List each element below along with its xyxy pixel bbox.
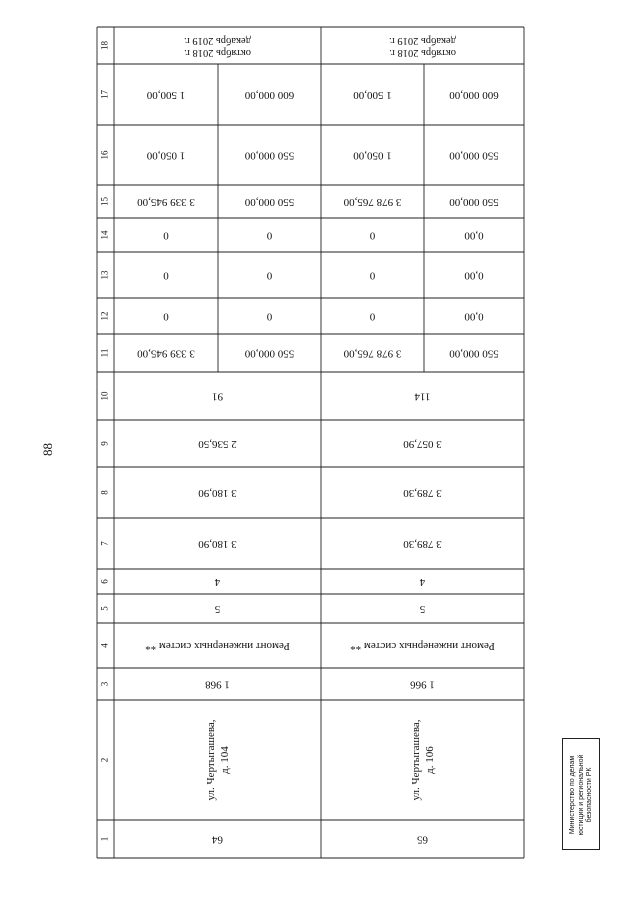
col-number-6: 6 <box>99 579 110 584</box>
col-number-15: 15 <box>99 197 110 206</box>
ministry-stamp <box>562 738 600 850</box>
table-cells <box>100 35 499 845</box>
row2-floors: 5 <box>419 602 426 615</box>
row2-area-living: 3 057,90 <box>403 437 442 450</box>
col-number-14: 14 <box>99 230 110 240</box>
row1-col17-total: 1 500,00 <box>146 88 186 101</box>
row2-address-street: ул. Чертыгашева, <box>410 719 423 801</box>
col-number-16: 16 <box>99 150 110 160</box>
col-number-12: 12 <box>99 311 110 321</box>
row2-col15-cap: 550 000,00 <box>449 195 499 208</box>
col-number-13: 13 <box>99 270 110 280</box>
row1-num: 64 <box>212 833 223 846</box>
row2-area-total-2: 3 789,30 <box>403 486 442 499</box>
row1-area-total: 3 180,90 <box>198 537 237 550</box>
row2-col13-cap: 0,00 <box>464 269 484 282</box>
col-number-10: 10 <box>99 391 110 401</box>
row1-col16-total: 1 050,00 <box>146 149 186 162</box>
row2-col16-cap: 550 000,00 <box>449 149 499 162</box>
row1-col15-cap: 550 000,00 <box>244 195 295 208</box>
row1-col17-cap: 600 000,00 <box>244 88 295 101</box>
row1-area-total-2: 3 180,90 <box>198 486 237 499</box>
row1-residents: 91 <box>212 390 223 403</box>
row1-col13-total: 0 <box>163 269 169 282</box>
row2-col15-total: 3 978 765,00 <box>343 195 402 208</box>
row1-col12-total: 0 <box>163 310 169 323</box>
row2-col11-total: 3 978 765,00 <box>343 347 402 360</box>
row2-col17-cap: 600 000,00 <box>449 88 499 101</box>
row2-end-date: декабрь 2019 г. <box>389 35 456 47</box>
row1-start-date: октябрь 2018 г. <box>184 47 251 59</box>
col-number-11: 11 <box>99 348 110 358</box>
row1-end-date: декабрь 2019 г. <box>184 35 251 47</box>
row2-work-type: Ремонт инженерных систем ** <box>350 639 495 652</box>
row2-col17-total: 1 500,00 <box>353 88 392 101</box>
col-number-18: 18 <box>99 41 110 50</box>
row1-col14-total: 0 <box>163 229 169 242</box>
row1-col13-cap: 0 <box>266 269 273 282</box>
col-number-5: 5 <box>99 606 110 611</box>
row1-col11-total: 3 339 945,00 <box>137 347 195 360</box>
row1-floors: 5 <box>214 602 221 615</box>
row1-work-type: Ремонт инженерных систем ** <box>145 639 290 652</box>
row2-start-date: октябрь 2018 г. <box>389 47 456 59</box>
col-number-17: 17 <box>99 90 110 99</box>
row2-col14-total: 0 <box>369 229 376 242</box>
row2-residents: 114 <box>414 390 431 403</box>
row2-col11-cap: 550 000,00 <box>449 347 499 360</box>
row1-address-street: ул. Чертыгашева, <box>205 719 218 801</box>
row1-year: 1 968 <box>205 678 230 691</box>
row2-col14-cap: 0,00 <box>464 229 484 242</box>
row1-col12-cap: 0 <box>266 310 273 323</box>
row2-area-total: 3 789,30 <box>403 537 442 550</box>
row2-col12-cap: 0,00 <box>464 310 484 323</box>
page-number: 88 <box>40 443 55 456</box>
row2-col13-total: 0 <box>369 269 376 282</box>
col-number-9: 9 <box>99 441 110 446</box>
col-number-7: 7 <box>99 541 110 546</box>
row1-col16-cap: 550 000,00 <box>244 149 295 162</box>
col-number-3: 3 <box>99 681 110 687</box>
row1-col11-cap: 550 000,00 <box>244 347 295 360</box>
row1-col15-total: 3 339 945,00 <box>137 195 195 208</box>
col-number-8: 8 <box>99 490 110 495</box>
row2-num: 65 <box>417 833 428 846</box>
row2-address-house: д. 106 <box>424 746 437 774</box>
row2-col16-total: 1 050,00 <box>353 149 392 162</box>
col-number-2: 2 <box>99 757 110 763</box>
row2-col12-total: 0 <box>369 310 376 323</box>
row2-entrances: 4 <box>419 575 426 588</box>
stamp-text: Министерство по делам юстиции и региональной безопасности РК <box>569 754 594 836</box>
row1-entrances: 4 <box>214 575 221 588</box>
col-number-1: 1 <box>99 836 110 842</box>
col-number-4: 4 <box>99 643 110 648</box>
row2-year: 1 966 <box>410 678 435 691</box>
row1-address-house: д. 104 <box>219 746 232 774</box>
row1-col14-cap: 0 <box>266 229 273 242</box>
row1-area-living: 2 536,50 <box>198 437 237 450</box>
